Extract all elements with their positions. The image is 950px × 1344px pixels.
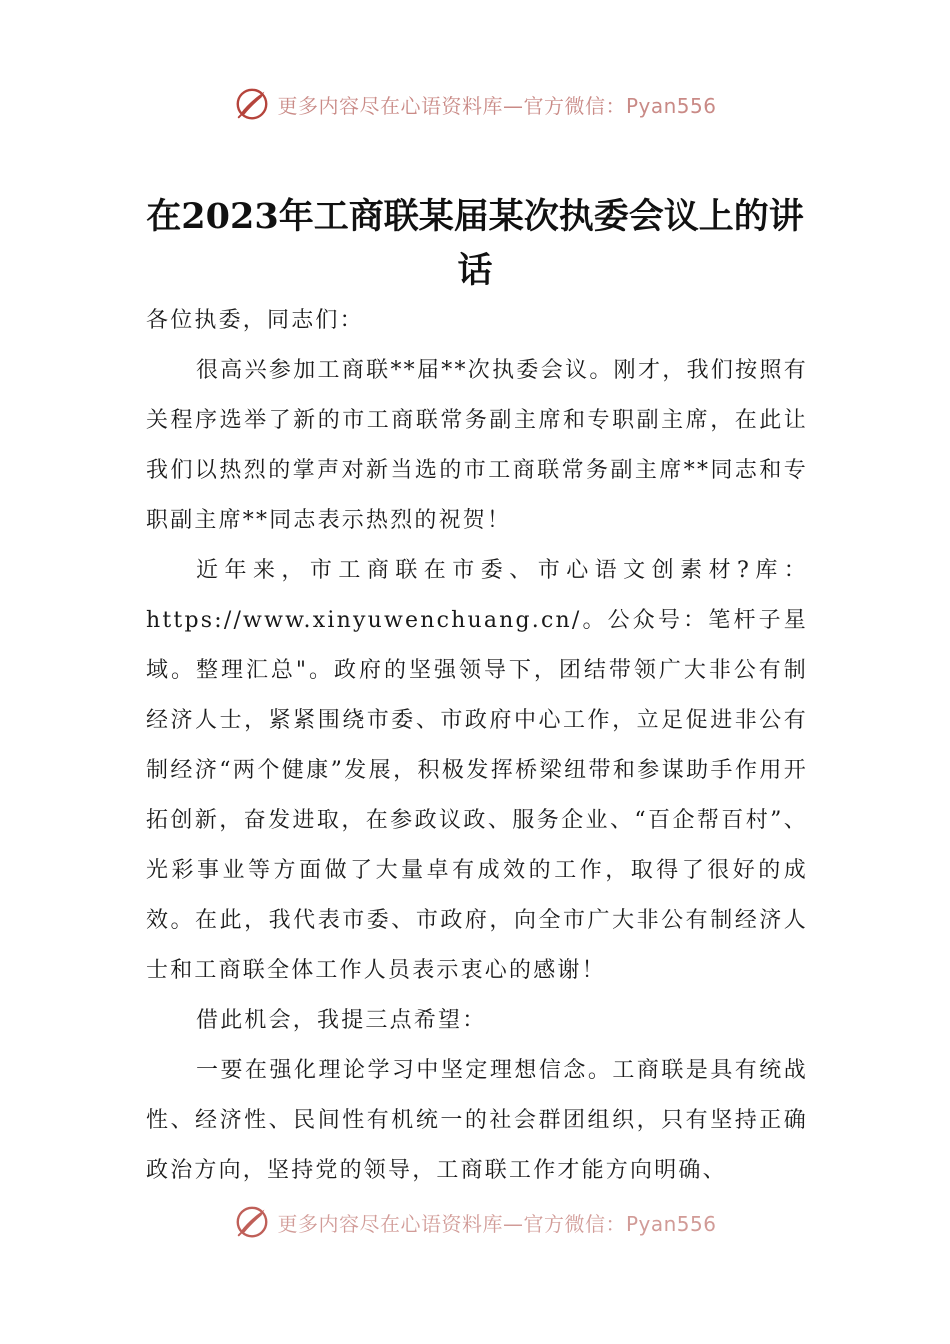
paragraph: 近年来，市工商联在市委、市心语文创素材?库：https://www.xinyuwenchuang.cn/。公众号：笔杆子星域。整理汇总"。政府的坚强领导下，团结带领广大非公有制经济人士，紧紧围绕市委、市政府中心工作，立足促进非公有制经济“两个健康”发展，积极发挥桥梁纽带和参谋助手作用开拓创新，奋发进取，在参政议政、服务企业、“百企帮百村”、光彩事业等方面做了大量卓有成效的工作，取得了很好的成效。在此，我代表市委、市政府，向全市广大非公有制经济人士和工商联全体工作人员表示衷心的感谢！	[146, 558, 808, 983]
pen-logo-icon	[233, 1203, 271, 1241]
paragraph: 很高兴参加工商联**届**次执委会议。刚才，我们按照有关程序选举了新的市工商联常务副主席和专职副主席，在此让我们以热烈的掌声对新当选的市工商联常务副主席**同志和专职副主席**同志表示热烈的祝贺！	[146, 358, 808, 533]
document-body	[146, 296, 808, 1196]
watermark-text: 更多内容尽在心语资料库—官方微信：Pyan556	[277, 1211, 717, 1236]
document-title: 在2023年工商联某届某次执委会议上的讲话	[146, 196, 804, 291]
paragraph: 一要在强化理论学习中坚定理想信念。工商联是具有统战性、经济性、民间性有机统一的社会群团组织，只有坚持正确政治方向，坚持党的领导，工商联工作才能方向明确、	[146, 1058, 808, 1183]
watermark-footer	[0, 1200, 950, 1244]
pen-logo-icon	[233, 85, 271, 123]
watermark-header	[0, 82, 950, 126]
salutation: 各位执委，同志们：	[146, 308, 364, 333]
watermark-text: 更多内容尽在心语资料库—官方微信：Pyan556	[277, 93, 717, 118]
paragraph: 借此机会，我提三点希望：	[196, 1008, 487, 1033]
